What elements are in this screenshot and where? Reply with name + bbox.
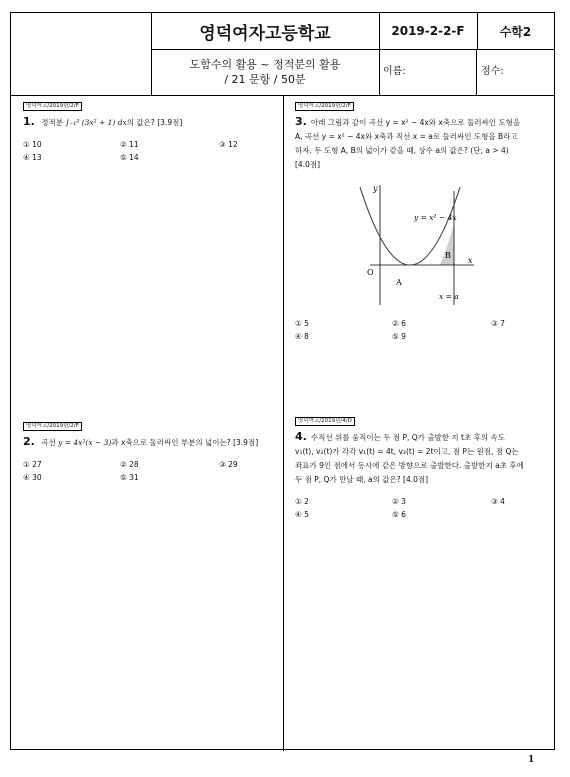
question-tag: 영덕여고/2019년/2/F bbox=[295, 102, 354, 111]
question-line-4: [4.0점] bbox=[295, 160, 321, 169]
option-2[interactable]: ② 3 bbox=[392, 497, 406, 506]
question-2 bbox=[23, 418, 273, 488]
option-3[interactable]: ③ 7 bbox=[491, 319, 505, 328]
option-1[interactable]: ① 2 bbox=[295, 497, 309, 506]
question-number: 1. bbox=[23, 115, 35, 128]
question-line-2: v₁(t), v₂(t)가 각각 v₁(t) = 4t, v₂(t) = 2t이고, 점 P는 원점, 점 Q는 bbox=[295, 447, 519, 456]
parabola-figure bbox=[356, 173, 476, 308]
answer-options bbox=[23, 138, 273, 168]
question-4 bbox=[295, 413, 550, 525]
question-tag: 영덕여고/2019년/2/F bbox=[23, 102, 82, 111]
question-line-3: 하자. 두 도형 A, B의 넓이가 같을 때, 상수 a의 값은? (단, a > 4) bbox=[295, 146, 509, 155]
option-1[interactable]: ① 10 bbox=[23, 140, 42, 149]
question-text-post: 과 x축으로 둘러싸인 부분의 넓이는? [3.9점] bbox=[111, 438, 259, 447]
question-line-1: 수직선 위를 움직이는 두 점 P, Q가 출발한 지 t초 후의 속도 bbox=[310, 433, 505, 442]
option-4[interactable]: ④ 13 bbox=[23, 153, 42, 162]
option-4[interactable]: ④ 8 bbox=[295, 332, 309, 341]
option-4[interactable]: ④ 30 bbox=[23, 473, 42, 482]
option-5[interactable]: ⑤ 31 bbox=[120, 473, 139, 482]
question-text-post: 의 값은? [3.9점] bbox=[126, 118, 183, 127]
question-number: 2. bbox=[23, 435, 35, 448]
question-number: 3. bbox=[295, 115, 307, 128]
curve-label: y = x² − 4x bbox=[414, 213, 457, 222]
question-text-pre: 정적분 bbox=[41, 118, 63, 127]
subject-label: 수학2 bbox=[477, 13, 554, 50]
question-line-1: 아래 그림과 같이 곡선 y = x² − 4x와 x축으로 둘러싸인 도형을 bbox=[310, 118, 521, 127]
score-field[interactable]: 점수: bbox=[481, 66, 504, 77]
scope-line-2: / 21 문항 / 50분 bbox=[224, 73, 306, 86]
answer-options bbox=[295, 317, 550, 347]
option-1[interactable]: ① 27 bbox=[23, 460, 42, 469]
page-number: 1 bbox=[528, 755, 535, 765]
exam-code: 2019-2-2-F bbox=[379, 13, 478, 50]
scope-line-1: 도함수의 활용 ~ 정적분의 활용 bbox=[189, 58, 341, 71]
question-tag: 영덕여고/2019년/2/F bbox=[23, 422, 82, 431]
answer-options bbox=[23, 458, 273, 488]
question-math: y = 4x²(x − 3) bbox=[58, 438, 112, 447]
option-1[interactable]: ① 5 bbox=[295, 319, 309, 328]
question-line-3: 좌표가 9인 점에서 동시에 같은 방향으로 출발한다. 출발한지 a초 후에 bbox=[295, 461, 524, 470]
column-divider bbox=[283, 95, 284, 751]
option-2[interactable]: ② 6 bbox=[392, 319, 406, 328]
question-line-2: A, 곡선 y = x² − 4x와 x축과 직선 x = a로 둘러싸인 도형을 B라고 bbox=[295, 132, 518, 141]
exam-header bbox=[11, 13, 554, 96]
question-tag: 영덕여고/2019년/4/D bbox=[295, 417, 355, 426]
region-b-label: B bbox=[445, 251, 451, 260]
exam-scope bbox=[151, 49, 380, 95]
y-axis-label: y bbox=[373, 184, 378, 193]
x-axis-label: x bbox=[468, 256, 473, 265]
origin-label: O bbox=[367, 268, 374, 277]
line-label: x = a bbox=[439, 292, 459, 301]
question-3-options bbox=[295, 317, 550, 347]
option-5[interactable]: ⑤ 6 bbox=[392, 510, 406, 519]
question-math: ∫₋₁² (3x² + 1) dx bbox=[65, 118, 127, 127]
school-name: 영덕여자고등학교 bbox=[151, 13, 380, 50]
exam-sheet bbox=[10, 12, 555, 750]
question-text-pre: 곡선 bbox=[41, 438, 56, 447]
region-a-label: A bbox=[396, 278, 402, 287]
question-1 bbox=[23, 98, 273, 168]
option-2[interactable]: ② 28 bbox=[120, 460, 139, 469]
question-3 bbox=[295, 98, 550, 172]
question-line-4: 두 점 P, Q가 만날 때, a의 값은? [4.0점] bbox=[295, 475, 429, 484]
option-3[interactable]: ③ 4 bbox=[491, 497, 505, 506]
option-4[interactable]: ④ 5 bbox=[295, 510, 309, 519]
question-number: 4. bbox=[295, 430, 307, 443]
option-5[interactable]: ⑤ 9 bbox=[392, 332, 406, 341]
name-field[interactable]: 이름: bbox=[379, 49, 477, 95]
logo-area bbox=[11, 13, 152, 95]
answer-options bbox=[295, 495, 550, 525]
option-2[interactable]: ② 11 bbox=[120, 140, 139, 149]
option-5[interactable]: ⑤ 14 bbox=[120, 153, 139, 162]
option-3[interactable]: ③ 12 bbox=[219, 140, 238, 149]
option-3[interactable]: ③ 29 bbox=[219, 460, 238, 469]
